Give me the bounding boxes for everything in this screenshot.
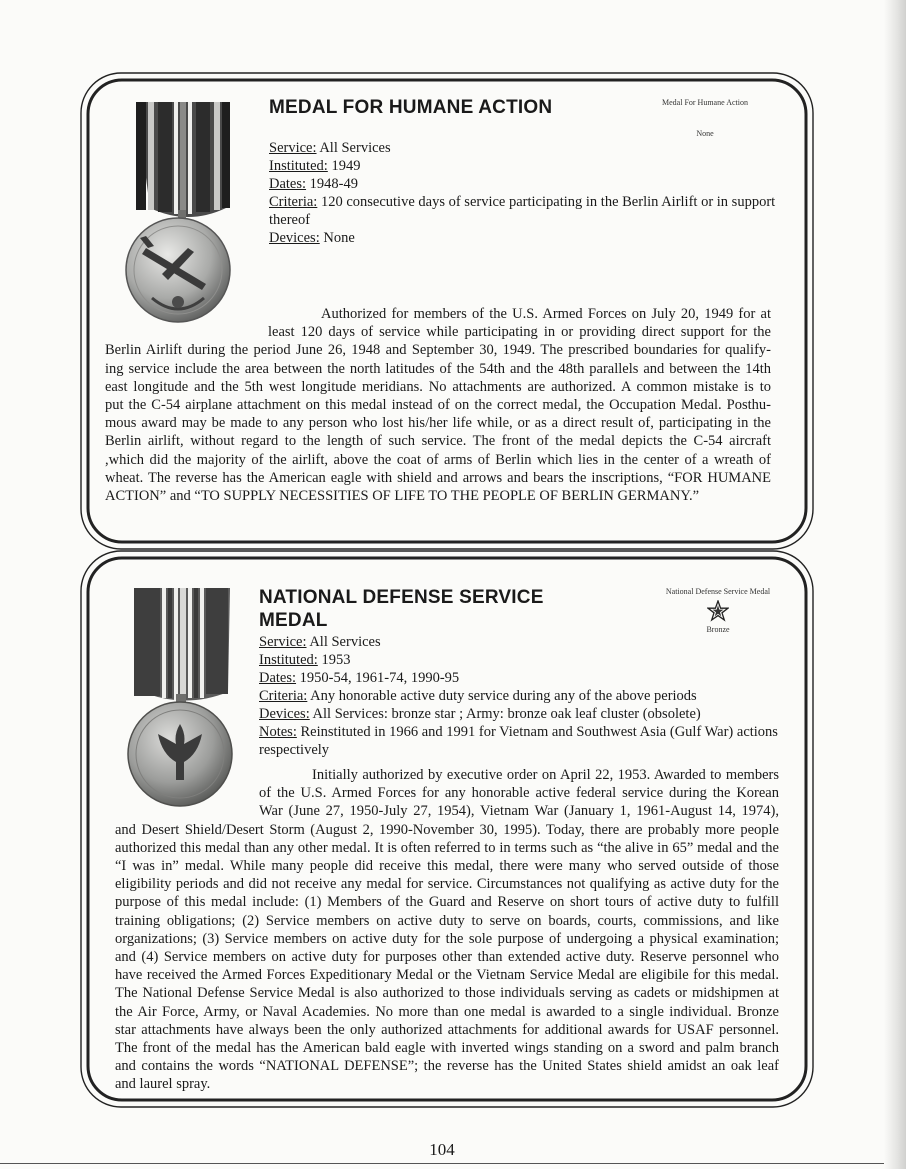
description-line: eligibility periods and did not receive any medal for service. Circumstances not qualifying as active duty for the [115, 876, 779, 893]
medal-1-ribbon-caption: Medal For Humane Action [662, 98, 748, 107]
description-line: mous award may be made to any person who lost his/her life while, or as a direct result of, participating in the [105, 415, 771, 432]
description-line: Authorized for members of the U.S. Armed Forces on July 20, 1949 for at [321, 306, 771, 322]
fact-label: Instituted: [269, 158, 328, 174]
medal-2-title-line: NATIONAL DEFENSE SERVICE [259, 587, 544, 608]
description-line: the Air Force, Army, or Naval Academies. No more than one medal is awarded to a single individual. Bronze [115, 1003, 779, 1020]
medal-2-description [115, 766, 779, 1094]
medal-1-description [105, 305, 771, 505]
medal-2-ribbon-caption: National Defense Service Medal [665, 587, 771, 596]
bottom-rule [0, 1163, 884, 1164]
fact-label: Dates: [259, 670, 297, 686]
description-line: least 120 days of service while participating in or providing direct support for the [268, 324, 771, 341]
fact-value: None [319, 230, 355, 246]
description-line: organizations; (3) Service members on active duty for the sole purpose of undergoing a physical examination; [115, 930, 779, 947]
fact-label: Instituted: [259, 652, 318, 668]
fact-label: Devices: [259, 706, 310, 722]
fact-instituted [259, 651, 779, 669]
description-line: “I was in” medal. While many people did receive this medal, there were many who served outside of those [115, 858, 779, 875]
description-line: training obligations; (2) Service members on active duty to serve on boards, courts, commissions, and like [115, 912, 779, 929]
medal-1-facts [269, 139, 779, 247]
description-line: ,which did the majority of the airlift, above the coat of arms of Berlin which lies in the center of a wreath of [105, 451, 771, 468]
fact-service [259, 633, 779, 651]
description-line: Initially authorized by executive order on April 22, 1953. Awarded to members [312, 767, 779, 783]
fact-value: 1949 [327, 158, 361, 174]
fact-label: Service: [269, 140, 317, 156]
medal-2-facts [259, 633, 779, 759]
fact-devices [269, 229, 779, 247]
description-line: and contains the words “NATIONAL DEFENSE”; the reverse has the United States shield amidst an oak leaf [115, 1058, 779, 1075]
fact-criteria [259, 687, 779, 705]
fact-label: Service: [259, 634, 307, 650]
fact-value: 1948-49 [306, 176, 359, 192]
fact-value: Reinstituted in 1966 and 1991 for Vietnam and Southwest Asia (Gulf War) actions respectively [259, 724, 778, 758]
description-line: Berlin Airlift during the period June 26, 1948 and September 30, 1949. The prescribed boundaries for qualify- [105, 342, 771, 359]
page-number: 104 [429, 1140, 455, 1159]
description-line: ing service include the area between the north latitudes of the 54th and the 48th parallels and between the 14th [105, 360, 771, 377]
fact-label: Dates: [269, 176, 307, 192]
fact-service [269, 139, 779, 157]
fact-value: All Services: bronze star ; Army: bronze oak leaf cluster (obsolete) [309, 706, 701, 722]
description-line: wheat. The reverse has the American eagle with shield and arrows and bears the inscriptions, “FOR HUMANE [105, 469, 771, 486]
fact-value: 1950-54, 1961-74, 1990-95 [296, 670, 460, 686]
fact-label: Criteria: [269, 194, 318, 210]
fact-notes [259, 723, 779, 759]
medal-1-title-line: MEDAL FOR HUMANE ACTION [269, 97, 553, 118]
description-line: purpose of this medal include: (1) Members of the Guard and Reserve on short tours of active duty to fulfill [115, 894, 779, 911]
description-line: Berlin airlift, without regard to the length of such service. The front of the medal depicts the C-54 aircraft [105, 433, 771, 450]
description-line: east longitude and the 5th west longitude meridians. No attachments are authorized. A common mistake is to [105, 378, 771, 395]
humane-action-medal-image [118, 98, 238, 328]
fact-value: All Services [316, 140, 391, 156]
medal-2-title [259, 586, 544, 632]
description-line: The National Defense Service Medal is also authorized to those individuals serving as cadets or midshipmen at [115, 985, 779, 1002]
description-line: and Desert Shield/Desert Storm (August 2, 1990-November 30, 1995). Today, there are probably more people [115, 821, 779, 838]
description-line: star attachments have always been the only authorized attachments for additional awards for USAF personnel. [115, 1021, 779, 1038]
fact-label: Devices: [269, 230, 320, 246]
fact-value: Any honorable active duty service during any of the above periods [307, 688, 697, 704]
fact-value: 120 consecutive days of service participating in the Berlin Airlift or in support thereof [269, 194, 776, 228]
description-line: of the U.S. Armed Forces for any honorable active federal service during the Korean [259, 785, 779, 802]
medal-2-device-caption: Bronze [706, 625, 730, 634]
description-line: put the C-54 airplane attachment on this medal instead of on the correct medal, the Occupation Medal. Posthu- [105, 397, 771, 414]
bronze-star-icon [707, 600, 729, 622]
description-line: ACTION” and “TO SUPPLY NECESSITIES OF LIFE TO THE PEOPLE OF BERLIN GERMANY.” [105, 488, 700, 505]
medal-2-title-line: MEDAL [259, 610, 328, 631]
fact-devices [259, 705, 779, 723]
fact-criteria [269, 193, 779, 229]
fact-dates [259, 669, 779, 687]
description-line: authorized this medal than any other medal. It is often referred to in terms such as “the alive in 65” medal and the [115, 839, 779, 856]
medal-1-title [269, 96, 552, 119]
fact-label: Notes: [259, 724, 297, 740]
medal-1-device-caption: None [696, 129, 714, 138]
description-line: and laurel spray. [115, 1076, 211, 1093]
fact-label: Criteria: [259, 688, 308, 704]
description-line: and (4) Service members on active duty for purposes other than extended active duty. Reserve personnel who [115, 949, 779, 966]
fact-value: All Services [306, 634, 381, 650]
description-line: The front of the medal has the American bald eagle with inverted wings standing on a sword and palm branch [115, 1040, 779, 1057]
fact-value: 1953 [317, 652, 351, 668]
fact-instituted [269, 157, 779, 175]
description-line: have received the Armed Forces Expeditionary Medal or the Vietnam Service Medal are eligibile for this medal. [115, 967, 779, 984]
fact-dates [269, 175, 779, 193]
description-line: War (June 27, 1950-July 27, 1954), Vietnam War (January 1, 1961-August 14, 1974), [259, 803, 779, 820]
